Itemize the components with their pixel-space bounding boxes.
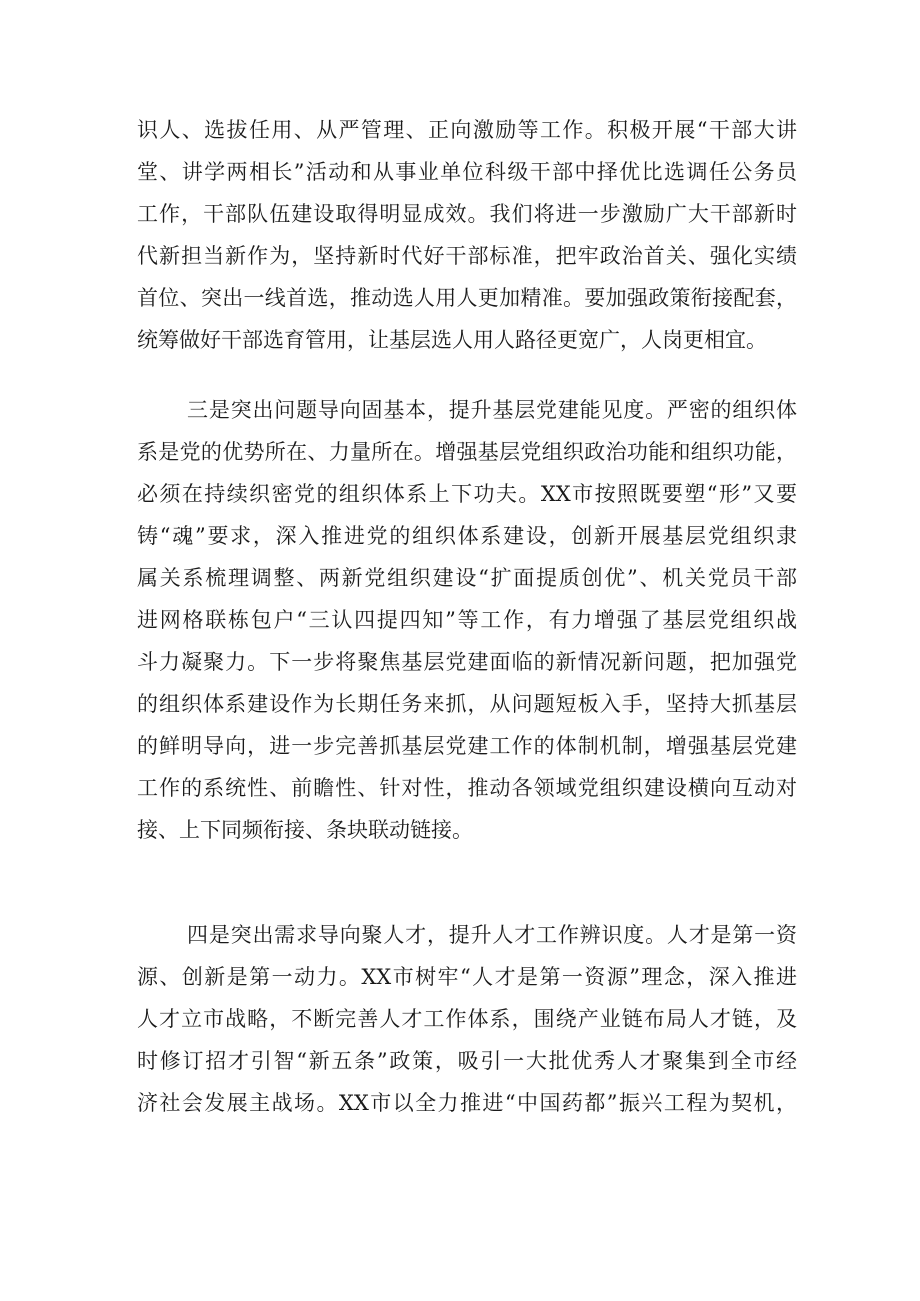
text-line: 济社会发展主战场。XX市以全力推进“中国药都”振兴工程为契机，: [137, 1091, 797, 1115]
text-line: 识人、选拔任用、从严管理、正向激励等工作。积极开展“干部大讲: [137, 118, 797, 142]
text-line: 源、创新是第一动力。XX市树牢“人才是第一资源”理念，深入推进: [137, 965, 797, 989]
text-line: 首位、突出一线首选，推动选人用人更加精准。要加强政策衔接配套，: [137, 286, 797, 310]
text-line: 铸“魂”要求，深入推进党的组织体系建设，创新开展基层党组织隶: [137, 524, 797, 548]
paragraph-talent-work: [137, 914, 797, 1124]
text-line: 工作的系统性、前瞻性、针对性，推动各领域党组织建设横向互动对: [137, 776, 797, 800]
paragraph-party-building: [137, 389, 797, 851]
text-line: 统筹做好干部选育管用，让基层选人用人路径更宽广，人岗更相宜。: [137, 328, 767, 352]
text-line: 代新担当新作为，坚持新时代好干部标准，把牢政治首关、强化实绩: [137, 244, 797, 268]
text-line: 接、上下同频衔接、条块联动链接。: [137, 818, 473, 842]
text-line: 三是突出问题导向固基本，提升基层党建能见度。严密的组织体: [187, 398, 797, 422]
text-line: 必须在持续织密党的组织体系上下功夫。XX市按照既要塑“形”又要: [137, 482, 797, 506]
text-line: 四是突出需求导向聚人才，提升人才工作辨识度。人才是第一资: [187, 923, 797, 947]
text-line: 系是党的优势所在、力量所在。增强基层党组织政治功能和组织功能，: [137, 440, 797, 464]
paragraph-cadre-work: [137, 109, 797, 361]
text-line: 人才立市战略，不断完善人才工作体系，围绕产业链布局人才链，及: [137, 1007, 797, 1031]
text-line: 进网格联栋包户“三认四提四知”等工作，有力增强了基层党组织战: [137, 608, 797, 632]
text-line: 工作，干部队伍建设取得明显成效。我们将进一步激励广大干部新时: [137, 202, 797, 226]
text-line: 斗力凝聚力。下一步将聚焦基层党建面临的新情况新问题，把加强党: [137, 650, 797, 674]
text-line: 的鲜明导向，进一步完善抓基层党建工作的体制机制，增强基层党建: [137, 734, 797, 758]
text-line: 的组织体系建设作为长期任务来抓，从问题短板入手，坚持大抓基层: [137, 692, 797, 716]
text-line: 属关系梳理调整、两新党组织建设“扩面提质创优”、机关党员干部: [137, 566, 797, 590]
text-line: 时修订招才引智“新五条”政策，吸引一大批优秀人才聚集到全市经: [137, 1049, 797, 1073]
text-line: 堂、讲学两相长”活动和从事业单位科级干部中择优比选调任公务员: [137, 160, 797, 184]
